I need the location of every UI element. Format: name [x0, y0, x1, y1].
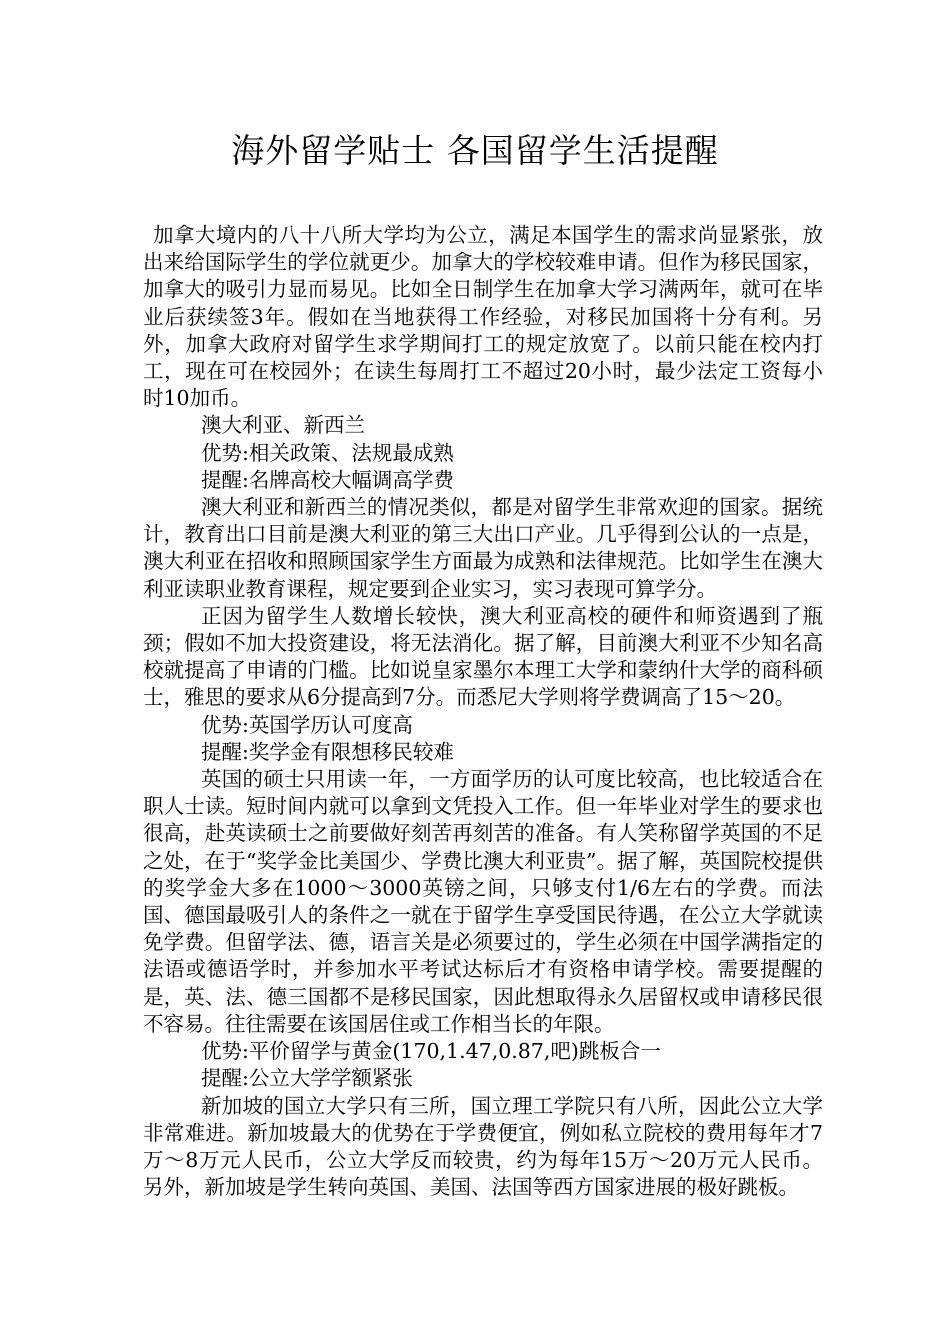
reminder-line-australia: 提醒:名牌高校大幅调高学费 — [201, 467, 454, 492]
reminder-line-uk: 提醒:奖学金有限想移民较难 — [201, 739, 454, 764]
paragraph-singapore: 新加坡的国立大学只有三所，国立理工学院只有八所，因此公立大学非常难进。新加坡最大的优势在于学费便宜，例如私立院校的费用每年才7万～8万元人民币，公立大学反而较贵，约为每年15万～20万元人民币。另外，新加坡是学生转向英国、美国、法国等西方国家进展的极好跳板。 — [143, 1093, 823, 1200]
paragraph-australia-tuition: 正因为留学生人数增长较快，澳大利亚高校的硬件和师资遇到了瓶颈；假如不加大投资建设，将无法消化。据了解，目前澳大利亚不少知名高校就提高了申请的门槛。比如说皇家墨尔本理工大学和蒙纳什大学的商科硕士，雅思的要求从6分提高到7分。而悉尼大学则将学费调高了15～20。 — [143, 603, 823, 710]
advantage-line-singapore: 优势:平价留学与黄金(170,1.47,0.87,吧)跳板合一 — [201, 1039, 661, 1064]
advantage-line-uk: 优势:英国学历认可度高 — [201, 712, 413, 737]
paragraph-uk-europe: 英国的硕士只用读一年，一方面学历的认可度比较高，也比较适合在职人士读。短时间内就可以拿到文凭投入工作。但一年毕业对学生的要求也很高，赴英读硕士之前要做好刻苦再刻苦的准备。有人笑称留学英国的不足之处，在于“奖学金比美国少、学费比澳大利亚贵”。据了解，英国院校提供的奖学金大多在1000～3000英镑之间，只够支付1/6左右的学费。而法国、德国最吸引人的条件之一就在于留学生享受国民待遇，在公立大学就读免学费。但留学法、德，语言关是必须要过的，学生必须在中国学满指定的法语或德语学时，并参加水平考试达标后才有资格申请学校。需要提醒的是，英、法、德三国都不是移民国家，因此想取得永久居留权或申请移民很不容易。往往需要在该国居住或工作相当长的年限。 — [143, 767, 823, 1036]
reminder-line-singapore: 提醒:公立大学学额紧张 — [201, 1066, 413, 1091]
paragraph-australia-overview: 澳大利亚和新西兰的情况类似，都是对留学生非常欢迎的国家。据统计，教育出口目前是澳大利亚的第三大出口产业。几乎得到公认的一点是，澳大利亚在招收和照顾国家学生方面最为成熟和法律规范。比如学生在澳大利亚读职业教育课程，规定要到企业实习，实习表现可算学分。 — [143, 495, 823, 601]
advantage-line-australia: 优势:相关政策、法规最成熟 — [201, 440, 454, 465]
paragraph-canada: 加拿大境内的八十八所大学均为公立，满足本国学生的需求尚显紧张，放出来给国际学生的学位就更少。加拿大的学校较难申请。但作为移民国家，加拿大的吸引力显而易见。比如全日制学生在加拿大学习满两年，就可在毕业后获续签3年。假如在当地获得工作经验，对移民加国将十分有利。另外，加拿大政府对留学生求学期间打工的规定放宽了。以前只能在校内打工，现在可在校园外；在读生每周打工不超过20小时，最少法定工资每小时10加币。 — [143, 223, 823, 411]
section-heading-australia-nz: 澳大利亚、新西兰 — [201, 413, 365, 438]
document-title: 海外留学贴士 各国留学生活提醒 — [231, 131, 719, 170]
document-body — [143, 222, 823, 1201]
